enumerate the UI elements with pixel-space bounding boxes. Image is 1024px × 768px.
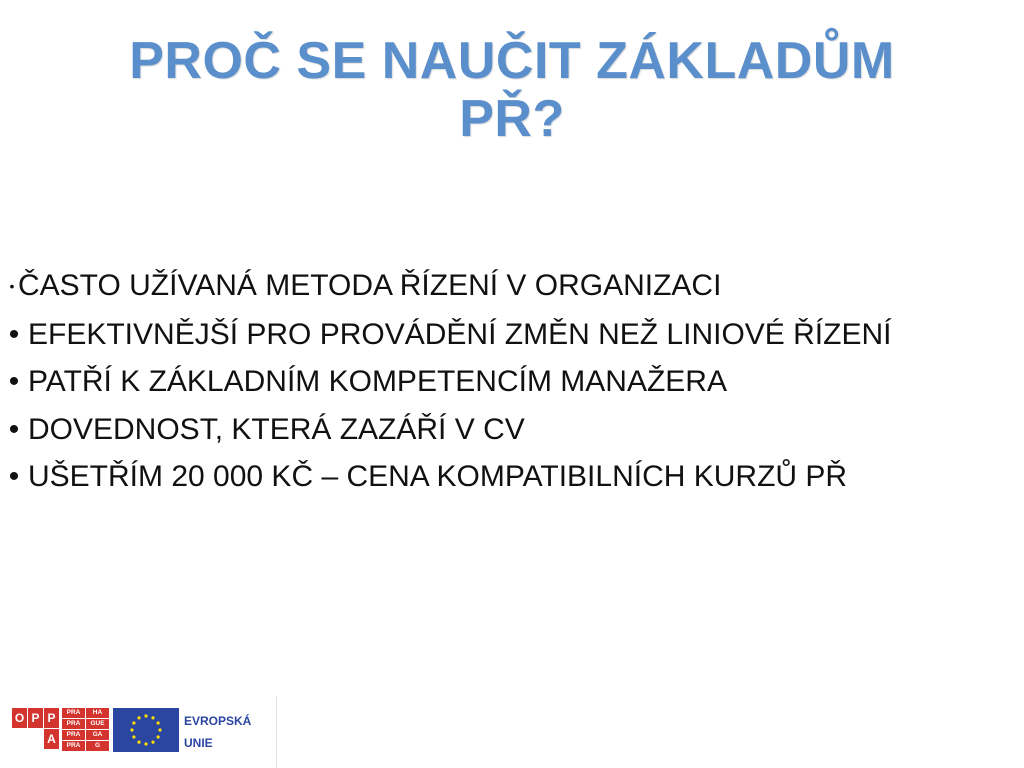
- bullet-marker: •: [9, 278, 15, 295]
- prague-cell: GUE: [86, 719, 109, 729]
- bullet-text: EFEKTIVNĚJŠÍ PRO PROVÁDĚNÍ ZMĚN NEŽ LINIOVÉ ŘÍZENÍ: [28, 317, 892, 351]
- oppa-letter: O: [12, 708, 27, 728]
- bullet-marker: •: [8, 460, 20, 494]
- prague-cell: PRA: [62, 719, 85, 729]
- prague-logo: [62, 708, 110, 752]
- oppa-logo: [12, 708, 59, 749]
- bullet-marker: •: [8, 412, 20, 446]
- oppa-letter: P: [28, 708, 43, 728]
- eu-stars-icon: [113, 708, 179, 752]
- bullet-marker: •: [8, 317, 20, 351]
- prague-cell: HA: [86, 708, 109, 718]
- prague-cell: PRA: [62, 741, 85, 751]
- oppa-letter: A: [44, 729, 59, 749]
- bullet-item: [6, 453, 1016, 501]
- prague-cell: PRA: [62, 708, 85, 718]
- bullet-item: [6, 311, 1016, 359]
- bullet-text: ČASTO UŽÍVANÁ METODA ŘÍZENÍ V ORGANIZACI: [18, 269, 722, 302]
- eu-flag-icon: [113, 708, 179, 752]
- bullet-marker: •: [8, 365, 20, 399]
- bullet-text: PATŘÍ K ZÁKLADNÍM KOMPETENCÍM MANAŽERA: [28, 365, 727, 399]
- eu-label: [184, 710, 272, 754]
- eu-label-line-1: EVROPSKÁ: [184, 714, 252, 728]
- bullet-list: [6, 262, 1016, 501]
- bullet-text: DOVEDNOST, KTERÁ ZAZÁŘÍ V CV: [28, 412, 525, 446]
- prague-cell: PRA: [62, 730, 85, 740]
- bullet-item: [6, 358, 1016, 406]
- prague-cell: G: [86, 741, 109, 751]
- bullet-text: UŠETŘÍM 20 000 KČ – CENA KOMPATIBILNÍCH KURZŮ PŘ: [28, 460, 848, 494]
- footer-logos: [0, 696, 277, 768]
- eu-label-line-2: UNIE: [184, 736, 213, 750]
- slide-title-line-2: PŘ?: [459, 90, 565, 148]
- bullet-item: [6, 406, 1016, 454]
- slide-title: [60, 32, 964, 148]
- prague-cell: GA: [86, 730, 109, 740]
- oppa-letter: P: [44, 708, 59, 728]
- bullet-item: [6, 262, 1016, 311]
- slide-title-line-1: PROČ SE NAUČIT ZÁKLADŮM: [129, 32, 895, 90]
